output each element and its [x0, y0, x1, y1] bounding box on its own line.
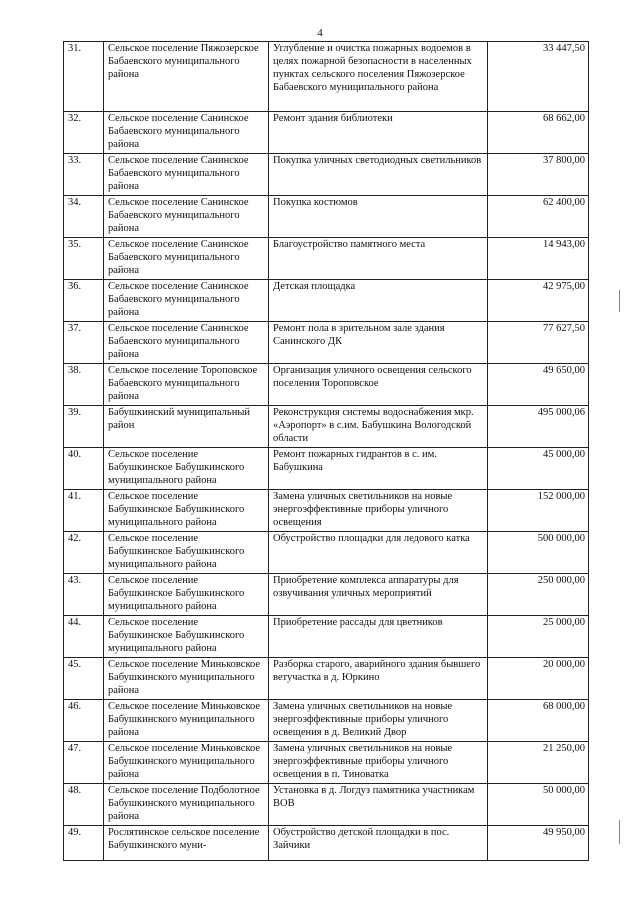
recipient-cell: Сельское поселение Бабушкинское Бабушкинского муниципального района [104, 448, 269, 490]
row-number: 33. [64, 154, 104, 196]
table-row [64, 448, 589, 490]
allocation-table [63, 41, 589, 861]
table-row [64, 406, 589, 448]
amount-cell: 77 627,50 [488, 322, 589, 364]
row-number: 48. [64, 784, 104, 826]
recipient-cell: Сельское поселение Подболотное Бабушкинского муниципального района [104, 784, 269, 826]
purpose-cell: Замена уличных светильников на новые энергоэффективные приборы уличного освещения в п. Тиноватка [269, 742, 488, 784]
row-number: 35. [64, 238, 104, 280]
recipient-cell: Сельское поселение Санинское Бабаевского муниципального района [104, 280, 269, 322]
purpose-cell: Покупка уличных светодиодных светильников [269, 154, 488, 196]
amount-cell: 21 250,00 [488, 742, 589, 784]
purpose-cell: Обустройство площадки для ледового катка [269, 532, 488, 574]
amount-cell: 45 000,00 [488, 448, 589, 490]
row-number: 46. [64, 700, 104, 742]
table-row [64, 616, 589, 658]
table-row [64, 154, 589, 196]
table-row [64, 112, 589, 154]
recipient-cell: Сельское поселение Бабушкинское Бабушкинского муниципального района [104, 574, 269, 616]
recipient-cell: Бабушкинский муниципальный район [104, 406, 269, 448]
table-row [64, 280, 589, 322]
amount-cell: 250 000,00 [488, 574, 589, 616]
row-number: 45. [64, 658, 104, 700]
purpose-cell: Покупка костюмов [269, 196, 488, 238]
table-row [64, 196, 589, 238]
row-number: 44. [64, 616, 104, 658]
row-number: 38. [64, 364, 104, 406]
purpose-cell: Замена уличных светильников на новые энергоэффективные приборы уличного освещения [269, 490, 488, 532]
amount-cell: 14 943,00 [488, 238, 589, 280]
amount-cell: 68 662,00 [488, 112, 589, 154]
purpose-cell: Разборка старого, аварийного здания бывшего ветучастка в д. Юркино [269, 658, 488, 700]
recipient-cell: Сельское поселение Бабушкинское Бабушкинского муниципального района [104, 616, 269, 658]
row-number: 49. [64, 826, 104, 861]
row-number: 34. [64, 196, 104, 238]
row-number: 41. [64, 490, 104, 532]
purpose-cell: Благоустройство памятного места [269, 238, 488, 280]
table-row [64, 238, 589, 280]
purpose-cell: Приобретение рассады для цветников [269, 616, 488, 658]
row-number: 37. [64, 322, 104, 364]
recipient-cell: Сельское поселение Санинское Бабаевского муниципального района [104, 238, 269, 280]
amount-cell: 49 950,00 [488, 826, 589, 861]
amount-cell: 495 000,06 [488, 406, 589, 448]
table-row [64, 364, 589, 406]
scan-mark [619, 290, 620, 312]
table-row [64, 490, 589, 532]
amount-cell: 25 000,00 [488, 616, 589, 658]
recipient-cell: Сельское поселение Миньковское Бабушкинского муниципального района [104, 742, 269, 784]
table-row [64, 700, 589, 742]
amount-cell: 42 975,00 [488, 280, 589, 322]
row-number: 42. [64, 532, 104, 574]
amount-cell: 49 650,00 [488, 364, 589, 406]
purpose-cell: Углубление и очистка пожарных водоемов в целях пожарной безопасности в населенных пунктах сельского поселения Пяжозерское Бабаевского муниципального района [269, 42, 488, 112]
amount-cell: 20 000,00 [488, 658, 589, 700]
amount-cell: 50 000,00 [488, 784, 589, 826]
recipient-cell: Сельское поселение Бабушкинское Бабушкинского муниципального района [104, 532, 269, 574]
purpose-cell: Организация уличного освещения сельского поселения Тороповское [269, 364, 488, 406]
page-number: 4 [317, 27, 323, 39]
table-row [64, 826, 589, 861]
row-number: 32. [64, 112, 104, 154]
purpose-cell: Приобретение комплекса аппаратуры для озвучивания уличных мероприятий [269, 574, 488, 616]
row-number: 31. [64, 42, 104, 112]
table-row [64, 322, 589, 364]
recipient-cell: Сельское поселение Бабушкинское Бабушкинского муниципального района [104, 490, 269, 532]
table-row [64, 574, 589, 616]
recipient-cell: Сельское поселение Миньковское Бабушкинского муниципального района [104, 700, 269, 742]
recipient-cell: Сельское поселение Санинское Бабаевского муниципального района [104, 112, 269, 154]
amount-cell: 37 800,00 [488, 154, 589, 196]
recipient-cell: Сельское поселение Пяжозерское Бабаевского муниципального района [104, 42, 269, 112]
amount-cell: 68 000,00 [488, 700, 589, 742]
purpose-cell: Ремонт пола в зрительном зале здания Санинского ДК [269, 322, 488, 364]
purpose-cell: Ремонт здания библиотеки [269, 112, 488, 154]
table-row [64, 42, 589, 112]
row-number: 43. [64, 574, 104, 616]
recipient-cell: Сельское поселение Санинское Бабаевского муниципального района [104, 196, 269, 238]
row-number: 36. [64, 280, 104, 322]
table-row [64, 658, 589, 700]
amount-cell: 62 400,00 [488, 196, 589, 238]
purpose-cell: Установка в д. Логдуз памятника участникам ВОВ [269, 784, 488, 826]
table-row [64, 742, 589, 784]
recipient-cell: Сельское поселение Санинское Бабаевского муниципального района [104, 322, 269, 364]
purpose-cell: Детская площадка [269, 280, 488, 322]
recipient-cell: Сельское поселение Тороповское Бабаевского муниципального района [104, 364, 269, 406]
purpose-cell: Обустройство детской площадки в пос. Зайчики [269, 826, 488, 861]
recipient-cell: Сельское поселение Санинское Бабаевского муниципального района [104, 154, 269, 196]
row-number: 47. [64, 742, 104, 784]
scan-mark [619, 820, 620, 844]
amount-cell: 152 000,00 [488, 490, 589, 532]
row-number: 40. [64, 448, 104, 490]
recipient-cell: Рослятинское сельское поселение Бабушкинского муни- [104, 826, 269, 861]
amount-cell: 33 447,50 [488, 42, 589, 112]
table-row [64, 784, 589, 826]
purpose-cell: Замена уличных светильников на новые энергоэффективные приборы уличного освещения в д. Великий Двор [269, 700, 488, 742]
table-row [64, 532, 589, 574]
purpose-cell: Ремонт пожарных гидрантов в с. им. Бабушкина [269, 448, 488, 490]
purpose-cell: Реконструкция системы водоснабжения мкр. «Аэропорт» в с.им. Бабушкина Вологодской области [269, 406, 488, 448]
amount-cell: 500 000,00 [488, 532, 589, 574]
recipient-cell: Сельское поселение Миньковское Бабушкинского муниципального района [104, 658, 269, 700]
row-number: 39. [64, 406, 104, 448]
